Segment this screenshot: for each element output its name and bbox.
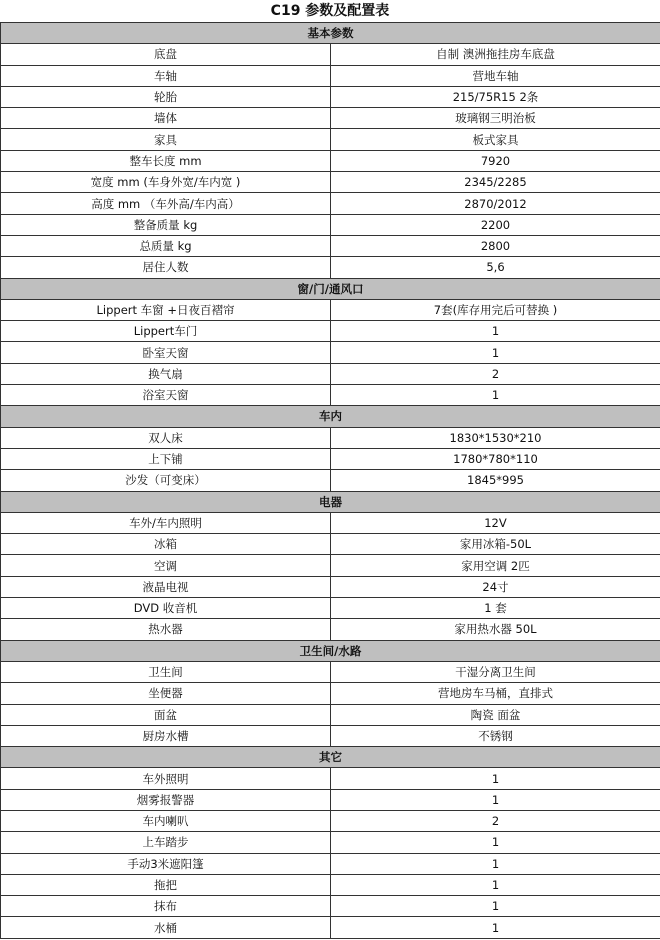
spec-label: Lippert 车窗 +日夜百褶帘: [1, 299, 331, 320]
spec-value: 自制 澳洲拖挂房车底盘: [331, 44, 660, 65]
spec-label: 高度 mm （车外高/车内高）: [1, 193, 331, 214]
spec-value: 家用热水器 50L: [331, 619, 660, 640]
spec-label: 冰箱: [1, 534, 331, 555]
spec-label: 车外/车内照明: [1, 512, 331, 533]
spec-value: 2: [331, 363, 660, 384]
table-row: [1, 555, 660, 576]
table-row: [1, 150, 660, 171]
spec-label: 整备质量 kg: [1, 214, 331, 235]
table-row: [1, 598, 660, 619]
spec-label: 水桶: [1, 917, 331, 938]
spec-label: 空调: [1, 555, 331, 576]
spec-value: 营地房车马桶，直排式: [331, 683, 660, 704]
spec-label: DVD 收音机: [1, 598, 331, 619]
spec-label: 整车长度 mm: [1, 150, 331, 171]
table-row: [1, 683, 660, 704]
spec-value: 陶瓷 面盆: [331, 704, 660, 725]
spec-label: 卫生间: [1, 661, 331, 682]
spec-value: 1: [331, 874, 660, 895]
table-row: [1, 853, 660, 874]
page-title: C19 参数及配置表: [270, 3, 390, 19]
spec-label: 车轴: [1, 65, 331, 86]
spec-table-body: [1, 23, 660, 939]
spec-value: 2: [331, 810, 660, 831]
table-row: [1, 321, 660, 342]
spec-value: 2800: [331, 235, 660, 256]
table-row: [1, 129, 660, 150]
spec-value: 家用空调 2匹: [331, 555, 660, 576]
spec-label: 底盘: [1, 44, 331, 65]
spec-value: 215/75R15 2条: [331, 86, 660, 107]
section-header-row: [1, 278, 660, 299]
spec-value: 干湿分离卫生间: [331, 661, 660, 682]
spec-label: 换气扇: [1, 363, 331, 384]
spec-value: 1: [331, 896, 660, 917]
spec-value: 1 套: [331, 598, 660, 619]
table-row: [1, 512, 660, 533]
table-row: [1, 448, 660, 469]
spec-value: 1: [331, 917, 660, 938]
spec-label: 热水器: [1, 619, 331, 640]
spec-label: 浴室天窗: [1, 385, 331, 406]
spec-value: 1830*1530*210: [331, 427, 660, 448]
section-header: 车内: [1, 406, 660, 427]
spec-label: 抹布: [1, 896, 331, 917]
table-row: [1, 214, 660, 235]
section-header: 电器: [1, 491, 660, 512]
spec-label: 家具: [1, 129, 331, 150]
table-row: [1, 661, 660, 682]
spec-value: 24寸: [331, 576, 660, 597]
spec-label: 居住人数: [1, 257, 331, 278]
spec-label: 烟雾报警器: [1, 789, 331, 810]
spec-label: 墙体: [1, 108, 331, 129]
table-row: [1, 193, 660, 214]
spec-value: 7套(库存用完后可替换 ): [331, 299, 660, 320]
table-row: [1, 810, 660, 831]
table-row: [1, 342, 660, 363]
spec-value: 2345/2285: [331, 172, 660, 193]
spec-value: 7920: [331, 150, 660, 171]
table-row: [1, 725, 660, 746]
spec-label: 坐便器: [1, 683, 331, 704]
section-header-row: [1, 747, 660, 768]
table-row: [1, 896, 660, 917]
spec-label: 总质量 kg: [1, 235, 331, 256]
section-header: 窗/门/通风口: [1, 278, 660, 299]
spec-label: 手动3米遮阳篷: [1, 853, 331, 874]
spec-label: 面盆: [1, 704, 331, 725]
table-row: [1, 470, 660, 491]
spec-label: 沙发（可变床）: [1, 470, 331, 491]
table-row: [1, 385, 660, 406]
spec-value: 1780*780*110: [331, 448, 660, 469]
spec-value: 1: [331, 768, 660, 789]
table-row: [1, 917, 660, 938]
spec-value: 家用冰箱-50L: [331, 534, 660, 555]
spec-value: 板式家具: [331, 129, 660, 150]
table-row: [1, 427, 660, 448]
spec-value: 1: [331, 789, 660, 810]
spec-value: 1845*995: [331, 470, 660, 491]
table-row: [1, 576, 660, 597]
spec-value: 营地车轴: [331, 65, 660, 86]
spec-value: 玻璃钢三明治板: [331, 108, 660, 129]
spec-label: 厨房水槽: [1, 725, 331, 746]
table-row: [1, 832, 660, 853]
table-row: [1, 768, 660, 789]
table-row: [1, 789, 660, 810]
spec-value: 1: [331, 853, 660, 874]
spec-value: 1: [331, 321, 660, 342]
section-header-row: [1, 640, 660, 661]
spec-label: 上下铺: [1, 448, 331, 469]
spec-label: 卧室天窗: [1, 342, 331, 363]
table-row: [1, 44, 660, 65]
table-row: [1, 299, 660, 320]
spec-value: 2870/2012: [331, 193, 660, 214]
spec-label: 双人床: [1, 427, 331, 448]
spec-label: Lippert车门: [1, 321, 331, 342]
section-header-row: [1, 23, 660, 44]
section-header-row: [1, 491, 660, 512]
table-row: [1, 534, 660, 555]
spec-value: 不锈钢: [331, 725, 660, 746]
spec-value: 1: [331, 832, 660, 853]
spec-value: 12V: [331, 512, 660, 533]
table-row: [1, 257, 660, 278]
spec-value: 2200: [331, 214, 660, 235]
section-header: 卫生间/水路: [1, 640, 660, 661]
table-row: [1, 65, 660, 86]
spec-value: 5,6: [331, 257, 660, 278]
spec-label: 车外照明: [1, 768, 331, 789]
section-header-row: [1, 406, 660, 427]
table-row: [1, 704, 660, 725]
spec-label: 宽度 mm (车身外宽/车内宽 ): [1, 172, 331, 193]
table-row: [1, 235, 660, 256]
table-row: [1, 874, 660, 895]
spec-label: 轮胎: [1, 86, 331, 107]
spec-table: [0, 22, 660, 939]
spec-label: 拖把: [1, 874, 331, 895]
spec-value: 1: [331, 342, 660, 363]
table-row: [1, 86, 660, 107]
spec-label: 液晶电视: [1, 576, 331, 597]
section-header: 基本参数: [1, 23, 660, 44]
table-row: [1, 172, 660, 193]
table-row: [1, 363, 660, 384]
table-row: [1, 108, 660, 129]
spec-label: 上车踏步: [1, 832, 331, 853]
table-row: [1, 619, 660, 640]
spec-value: 1: [331, 385, 660, 406]
spec-label: 车内喇叭: [1, 810, 331, 831]
section-header: 其它: [1, 747, 660, 768]
